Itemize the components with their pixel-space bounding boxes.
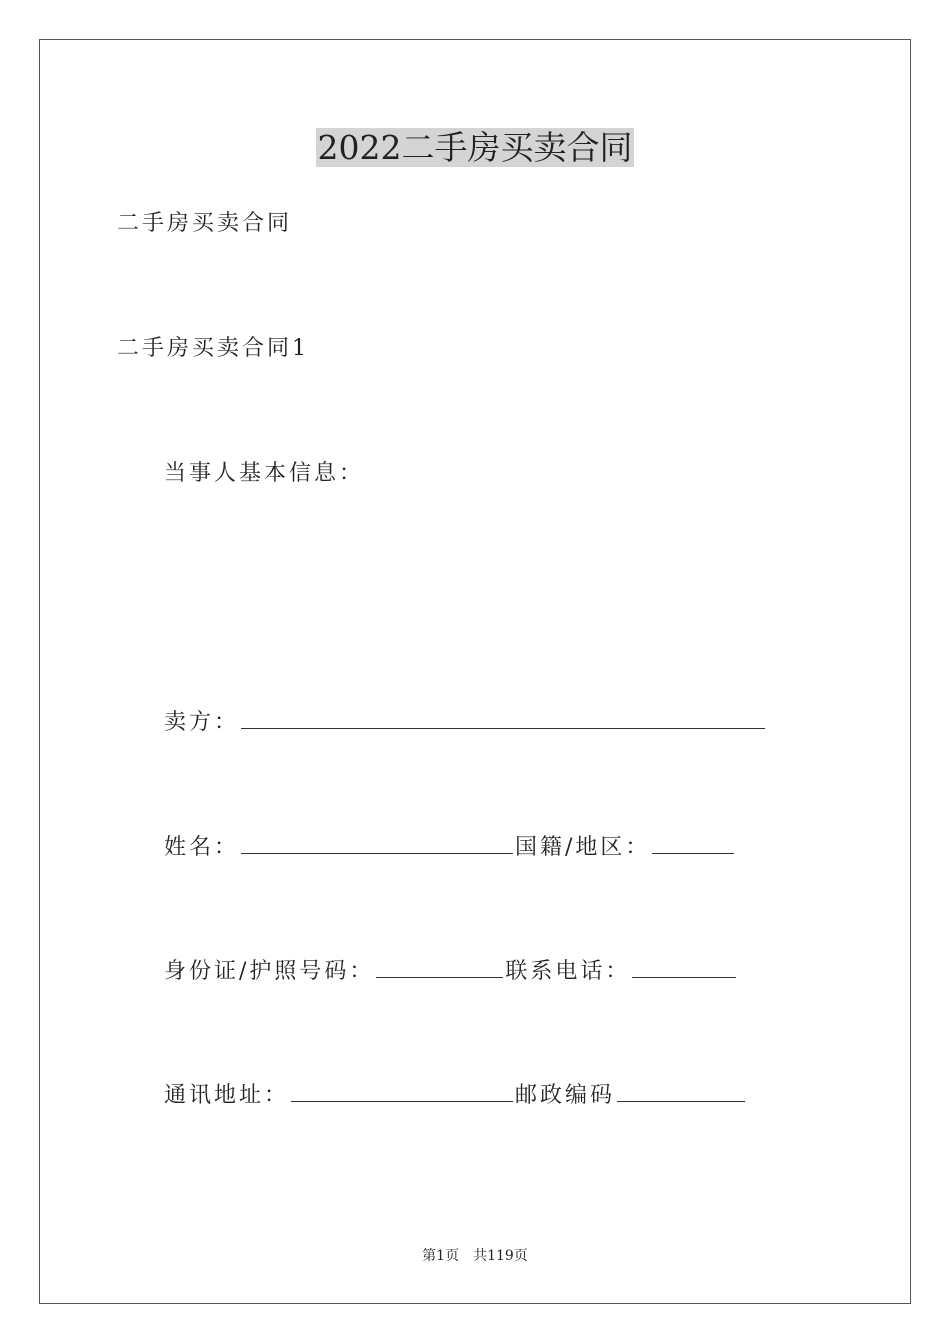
document-title bbox=[0, 126, 950, 170]
name-label: 姓名： bbox=[164, 835, 240, 860]
seller-blank[interactable] bbox=[241, 708, 765, 729]
nationality-blank[interactable] bbox=[652, 833, 734, 854]
phone-blank[interactable] bbox=[632, 957, 736, 978]
postcode-blank[interactable] bbox=[617, 1081, 745, 1102]
address-row bbox=[164, 1081, 747, 1111]
id-label: 身份证/护照号码： bbox=[164, 959, 375, 984]
address-blank[interactable] bbox=[291, 1081, 513, 1102]
seller-row bbox=[164, 708, 767, 738]
page-footer: 第1页 共119页 bbox=[422, 1248, 528, 1264]
postcode-label: 邮政编码 bbox=[515, 1083, 616, 1108]
name-row bbox=[164, 833, 736, 863]
address-label: 通讯地址： bbox=[164, 1083, 290, 1108]
contract-heading: 二手房买卖合同 bbox=[117, 211, 293, 236]
name-blank[interactable] bbox=[241, 833, 513, 854]
seller-label: 卖方： bbox=[164, 710, 240, 735]
contract-subheading: 二手房买卖合同1 bbox=[117, 336, 309, 361]
nationality-label: 国籍/地区： bbox=[515, 835, 651, 860]
party-info-label: 当事人基本信息： bbox=[164, 461, 365, 486]
phone-label: 联系电话： bbox=[505, 959, 631, 984]
id-row bbox=[164, 957, 738, 987]
document-title-text: 2022二手房买卖合同 bbox=[317, 128, 633, 167]
id-blank[interactable] bbox=[376, 957, 503, 978]
